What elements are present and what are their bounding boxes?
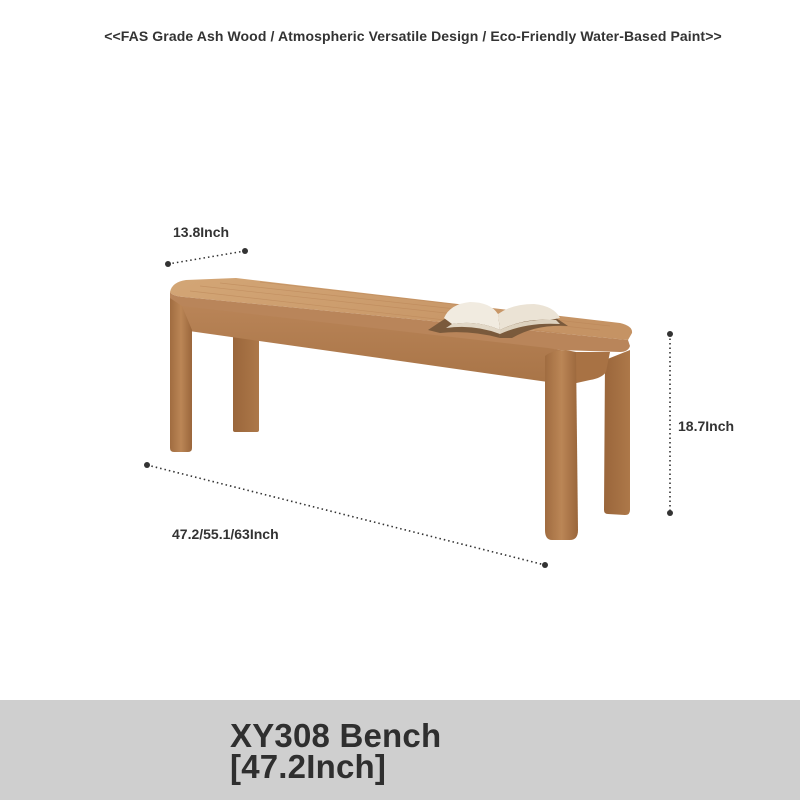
height-label: 18.7Inch <box>678 418 735 434</box>
product-title <box>230 717 442 785</box>
length-dimension-line <box>147 465 545 565</box>
product-name: XY308 Bench <box>230 717 442 754</box>
bench-front-right-leg <box>545 350 578 540</box>
depth-label: 13.8Inch <box>173 224 230 240</box>
depth-dimension-line <box>168 251 245 264</box>
product-tagline: <<FAS Grade Ash Wood / Atmospheric Versatile Design / Eco-Friendly Water-Based Paint>> <box>104 28 722 44</box>
product-size: [47.2Inch] <box>230 748 387 785</box>
length-label: 47.2/55.1/63Inch <box>172 526 279 542</box>
